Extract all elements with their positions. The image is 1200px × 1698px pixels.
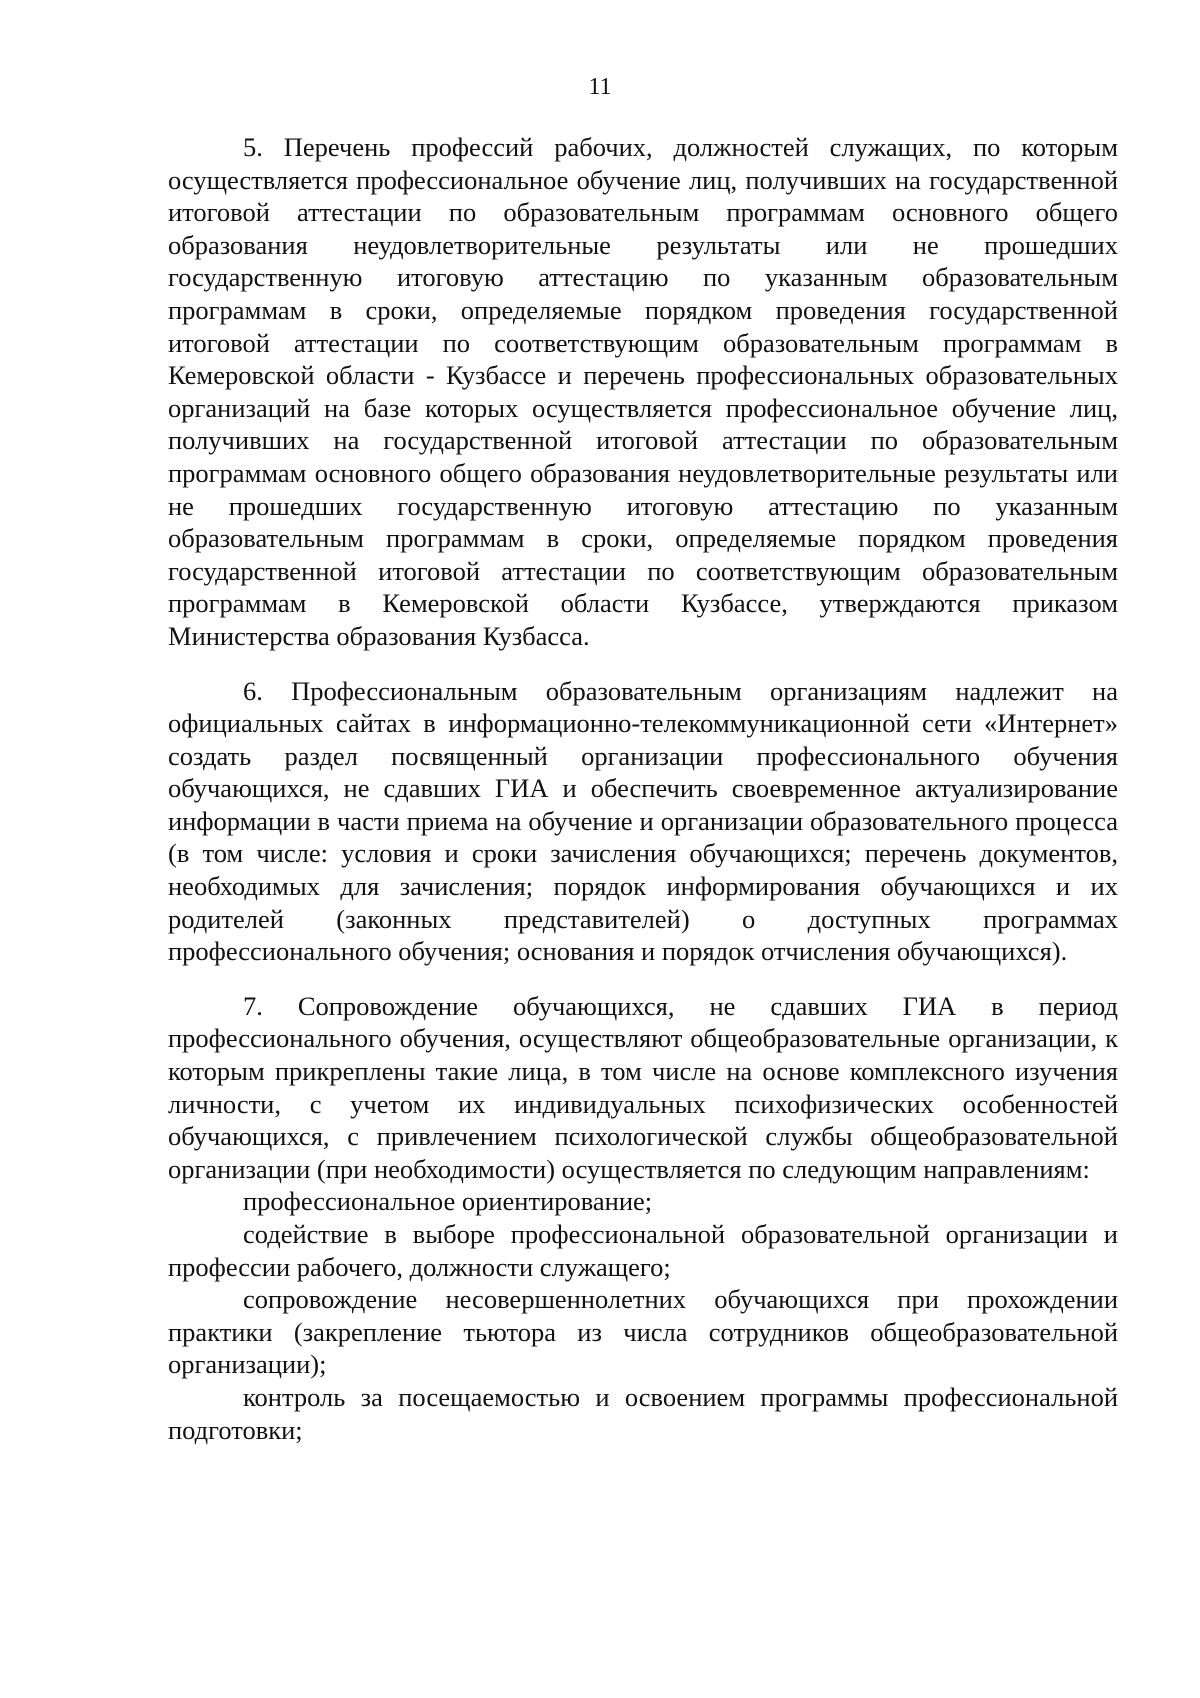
list-item: содействие в выборе профессиональной образовательной организации и профессии рабочего, должности служащего; xyxy=(168,1219,1118,1282)
document-body xyxy=(168,131,1118,1446)
list-item: сопровождение несовершеннолетних обучающихся при прохождении практики (закрепление тьютора из числа сотрудников общеобразовательной организации); xyxy=(168,1284,1118,1380)
paragraph-7: 7. Сопровождение обучающихся, не сдавших ГИА в период профессионального обучения, осуществляют общеобразовательные организации, к которым прикреплены такие лица, в том числе на основе комплексного изучения личности, с учетом их индивидуальных психофизических особенностей обучающихся, с привлечением психологической службы общеобразовательной организации (при необходимости) осуществляется по следующим направлениям: xyxy=(168,990,1118,1184)
page-number: 11 xyxy=(588,74,612,100)
paragraph-6: 6. Профессиональным образовательным организациям надлежит на официальных сайтах в информационно-телекоммуникационной сети «Интернет» создать раздел посвященный организации профессионального обучения обучающихся, не сдавших ГИА и обеспечить своевременное актуализирование информации в части приема на обучение и организации образовательного процесса (в том числе: условия и сроки зачисления обучающихся; перечень документов, необходимых для зачисления; порядок информирования обучающихся и их родителей (законных представителей) о доступных программах профессионального обучения; основания и порядок отчисления обучающихся). xyxy=(168,675,1118,967)
paragraph-5: 5. Перечень профессий рабочих, должностей служащих, по которым осуществляется профессиональное обучение лиц, получивших на государственной итоговой аттестации по образовательным программам основного общего образования неудовлетворительные результаты или не прошедших государственную итоговую аттестацию по указанным образовательным программам в сроки, определяемые порядком проведения государственной итоговой аттестации по соответствующим образовательным программам в Кемеровской области - Кузбассе и перечень профессиональных образовательных организаций на базе которых осуществляется профессиональное обучение лиц, получивших на государственной итоговой аттестации по образовательным программам основного общего образования неудовлетворительные результаты или не прошедших государственную итоговую аттестацию по указанным образовательным программам в сроки, определяемые порядком проведения государственной итоговой аттестации по соответствующим образовательным программам в Кемеровской области Кузбассе, утверждаются приказом Министерства образования Кузбасса. xyxy=(168,132,1118,651)
list-item: контроль за посещаемостью и освоением программы профессиональной подготовки; xyxy=(168,1381,1118,1445)
list-item: профессиональное ориентирование; xyxy=(243,1186,653,1217)
